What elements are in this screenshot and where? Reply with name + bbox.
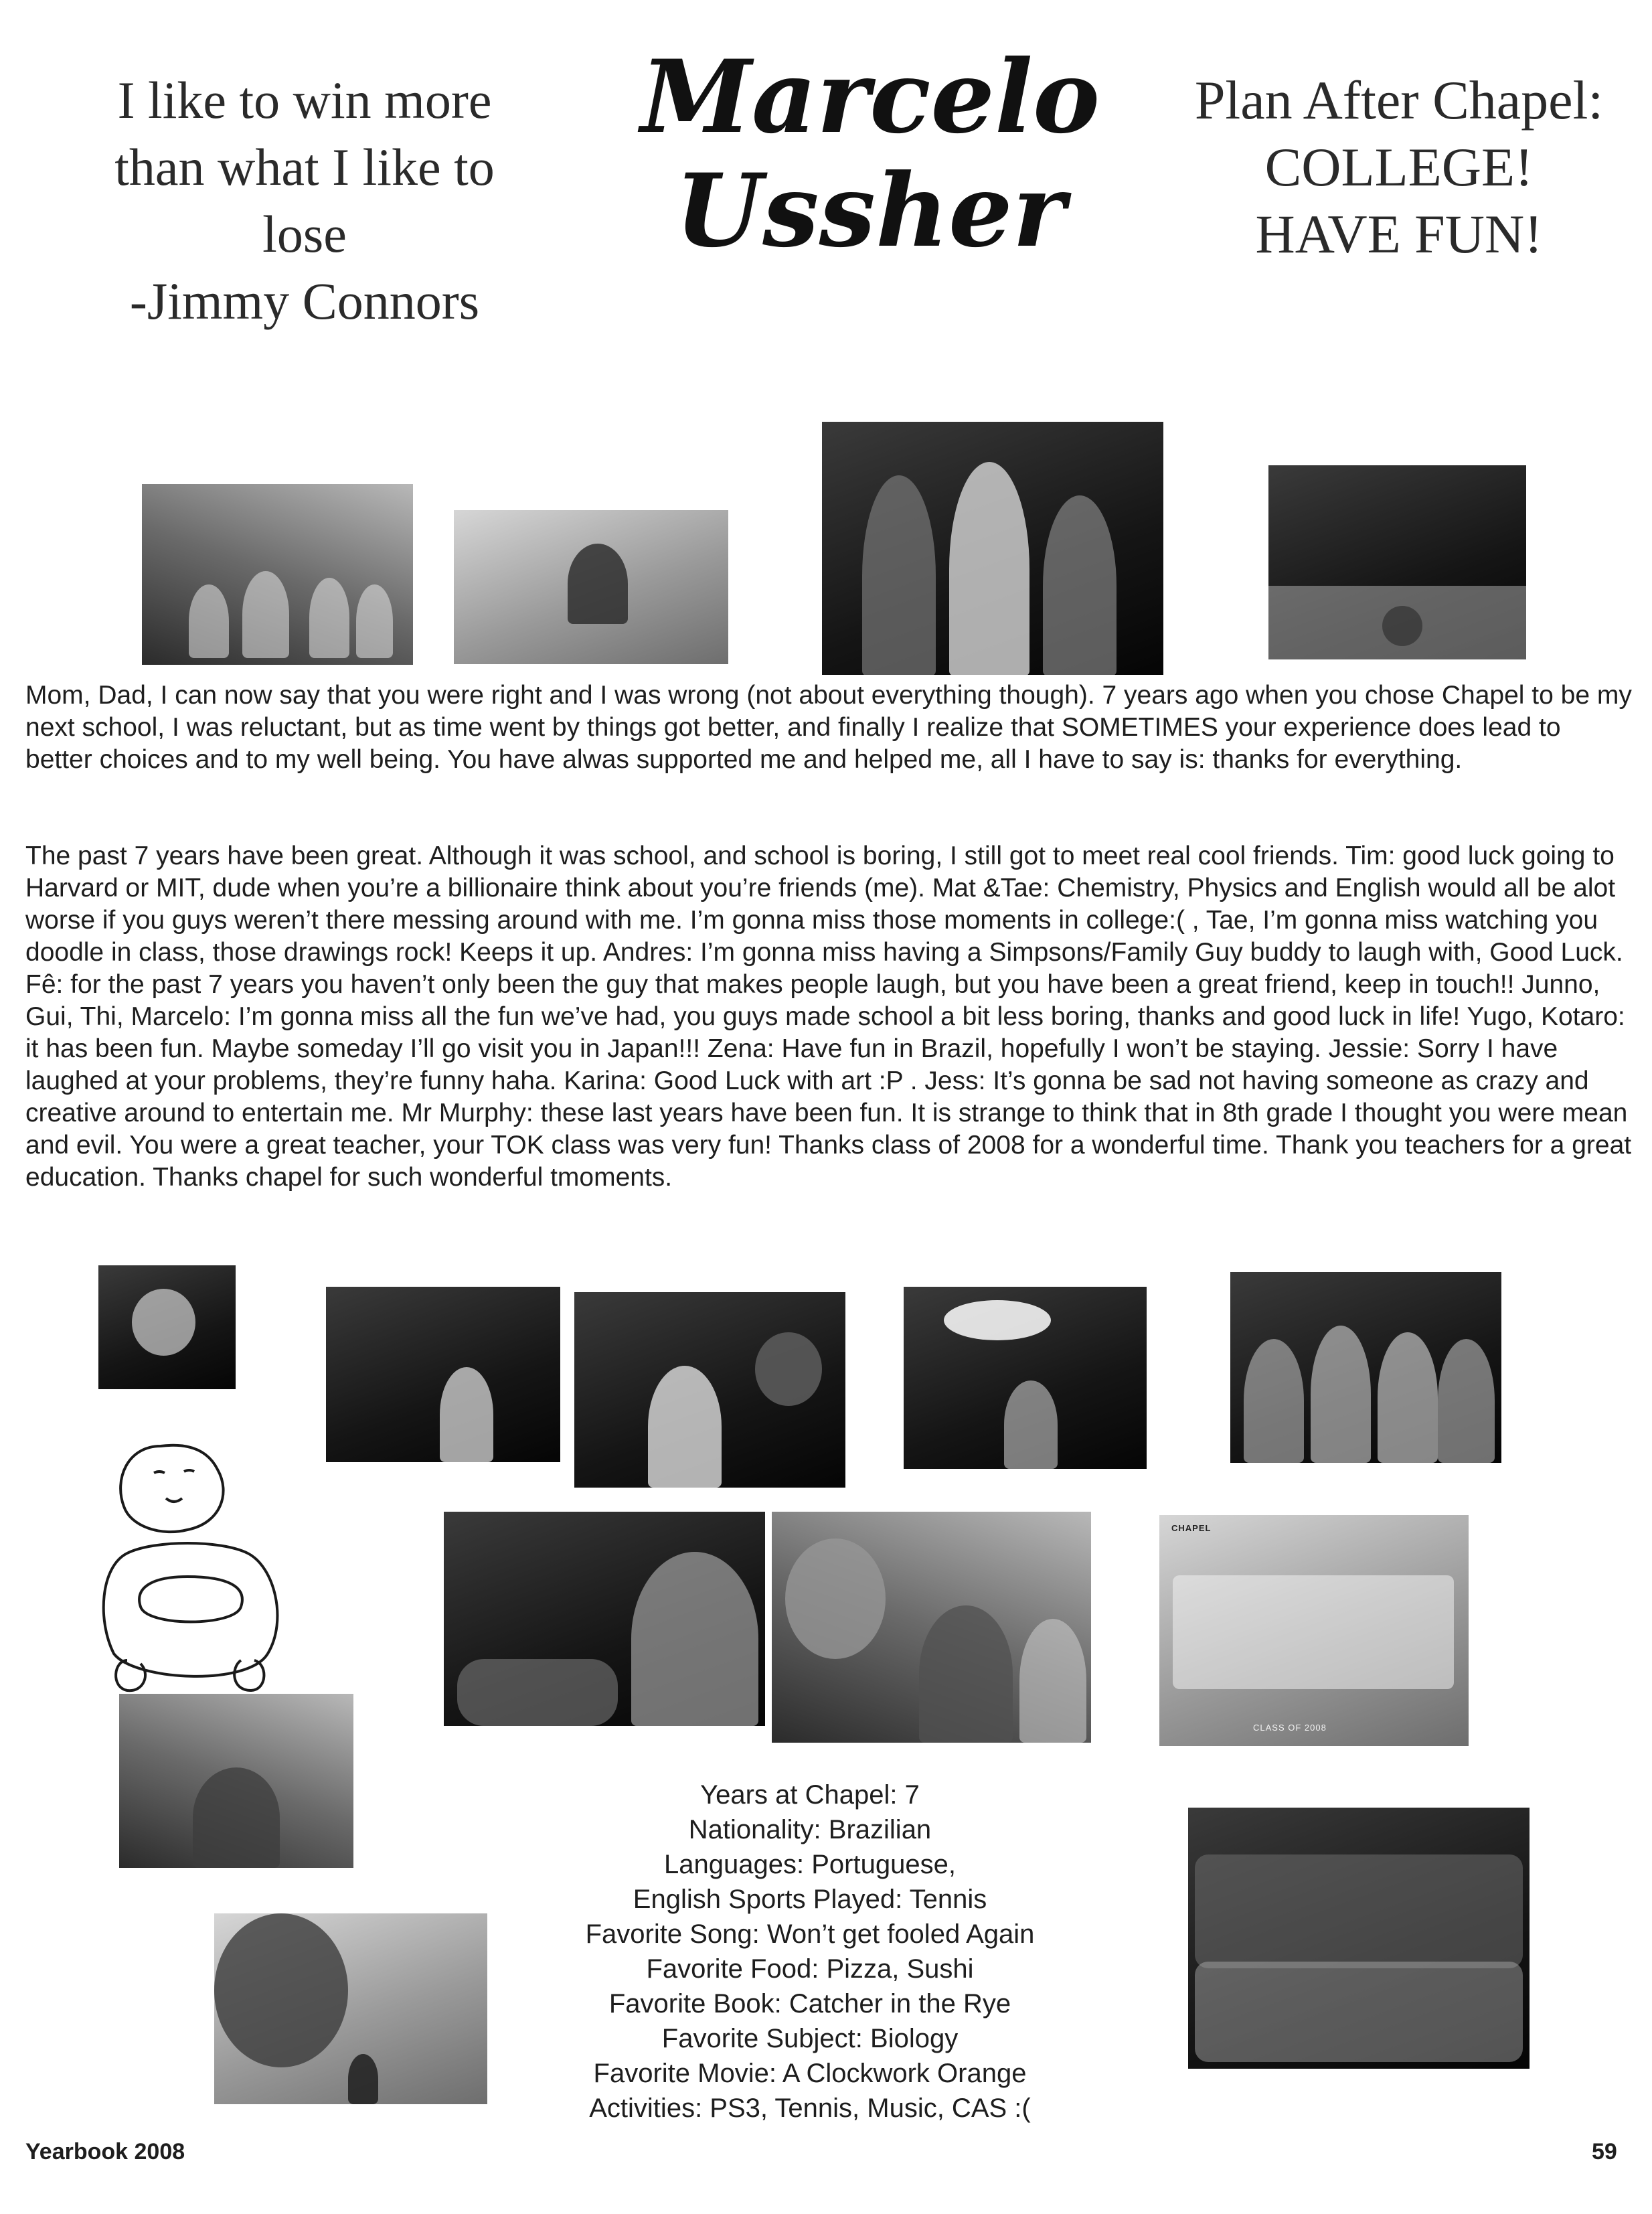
- page-number: 59: [1592, 2139, 1617, 2164]
- class-photo-label: CLASS OF 2008: [1253, 1723, 1327, 1733]
- fact-nationality: Nationality: Brazilian: [688, 1815, 932, 1844]
- photo-courtyard: [454, 510, 728, 664]
- plan-line: HAVE FUN!: [1255, 204, 1543, 264]
- photo-night-pointing: [326, 1287, 560, 1462]
- photo-class-of-2008: [1159, 1515, 1469, 1746]
- message-to-friends: The past 7 years have been great. Although it was school, and school is boring, I still got to meet real cool friends. Tim: good luck going to Harvard or MIT, dude when you’re a billionaire think about you’re friends (me). Mat &Tae: Chemistry, Physics and English would all be alot worse if you guys weren’t there messing around with me. I’m gonna miss those moments in college:( , Tae, I’m gonna miss watching you doodle in class, those drawings rock! Keeps it up. Andres: I’m gonna miss having a Simpsons/Family Guy buddy to laugh with, Good Luck. Fê: for the past 7 years you haven’t only been the guy that makes people laugh, but you have been a great friend, keep in touch!! Junno, Gui, Thi, Marcelo: I’m gonna miss all the fun we’ve had, you guys made school a bit less boring, thanks and good luck in life! Yugo, Kotaro: it has been fun. Maybe someday I’ll go visit you in Japan!!! Zena: Have fun in Brazil, hopefully I won’t be staying. Jessie: Sorry I have laughed at your problems, they’re funny haha. Karina: Good Luck with art :P . Jess: It’s gonna be sad not having someone as crazy and creative around to entertain me. Mr Murphy: these last years have been fun. It is strange to think that in 8th grade I thought you were mean and evil. You were a great teacher, your TOK class was very fun! Thanks class of 2008 for a wonderful time. Thank you teachers for a great education. Thanks chapel for such wonderful tmoments.: [25, 842, 1632, 1192]
- photo-brazil-flag-crowd: [1268, 465, 1526, 659]
- photo-boat-ride: [119, 1694, 353, 1868]
- fact-languages: Languages: Portuguese,: [664, 1850, 956, 1879]
- senior-quote: [64, 67, 546, 335]
- quote-attribution: -Jimmy Connors: [129, 272, 480, 330]
- fact-sports: English Sports Played: Tennis: [633, 1885, 987, 1914]
- last-name: Ussher: [675, 152, 1066, 270]
- photo-handshake: [444, 1512, 765, 1726]
- photo-formal-group: [1188, 1808, 1530, 2069]
- student-facts: [576, 1777, 1044, 2126]
- first-name: Marcelo: [640, 38, 1100, 156]
- fact-years: Years at Chapel: 7: [700, 1780, 920, 1810]
- fact-book: Favorite Book: Catcher in the Rye: [608, 1989, 1011, 2019]
- quote-line: I like to win more: [117, 71, 492, 129]
- fact-subject: Favorite Subject: Biology: [661, 2024, 959, 2053]
- photo-three-friends: [822, 422, 1163, 675]
- yearbook-label: Yearbook 2008: [25, 2139, 185, 2164]
- photo-group-of-friends: [1230, 1272, 1501, 1463]
- quote-line: lose: [262, 205, 347, 263]
- plan-after-chapel: [1165, 67, 1633, 268]
- photo-hiking-friends: [772, 1512, 1091, 1743]
- fact-activities: Activities: PS3, Tennis, Music, CAS :(: [589, 2093, 1031, 2123]
- photo-flash-night: [904, 1287, 1147, 1469]
- photo-night-porthole: [574, 1292, 845, 1488]
- class-photo-header: CHAPEL: [1171, 1523, 1212, 1533]
- student-name: [576, 40, 1165, 268]
- quote-line: than what I like to: [114, 138, 495, 196]
- fact-food: Favorite Food: Pizza, Sushi: [646, 1954, 974, 1984]
- fact-movie: Favorite Movie: A Clockwork Orange: [593, 2059, 1027, 2088]
- fact-song: Favorite Song: Won’t get fooled Again: [585, 1919, 1035, 1949]
- plan-line: COLLEGE!: [1264, 137, 1534, 197]
- message-to-parents: Mom, Dad, I can now say that you were right and I was wrong (not about everything though). 7 years ago when you chose Chapel to be my next school, I was reluctant, but as time went by things got better, and finally I realize that SOMETIMES your experience does lead to better choices and to my well being. You have alwas supported me and helped me, all I have to say is: thanks for everything.: [25, 681, 1632, 774]
- photo-portrait-night: [98, 1265, 236, 1389]
- photo-tree-path: [214, 1913, 487, 2104]
- photo-restaurant-group: [142, 484, 413, 665]
- cartoon-drawing: [87, 1419, 308, 1701]
- plan-heading: Plan After Chapel:: [1194, 70, 1604, 131]
